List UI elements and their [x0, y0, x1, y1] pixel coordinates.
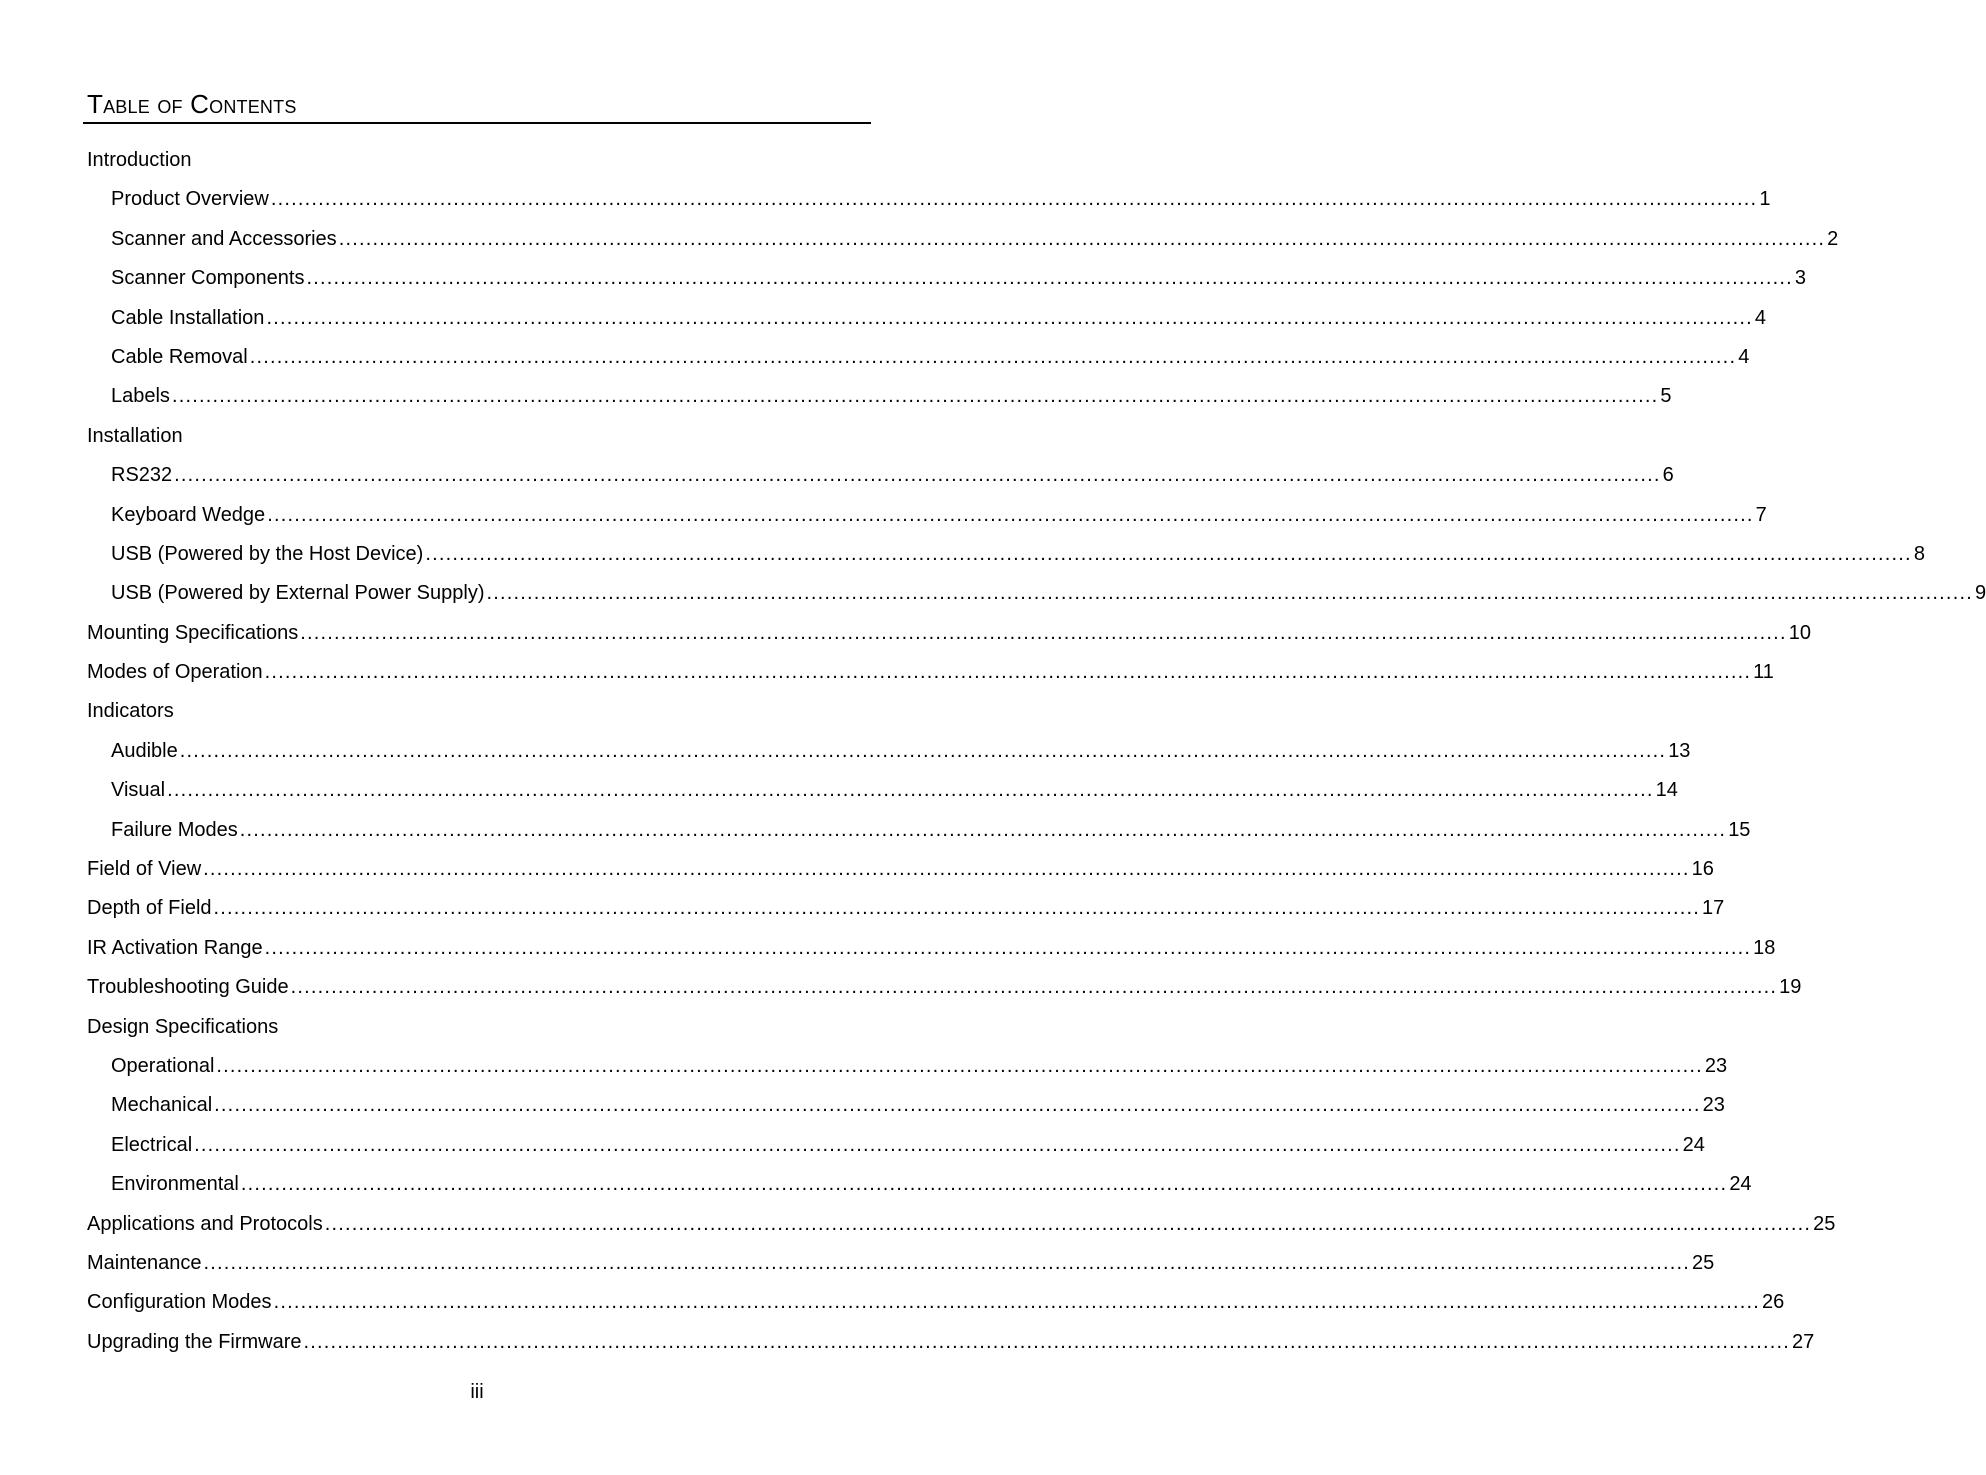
toc-entry-page-number: 13 — [1668, 739, 1691, 762]
toc-entry-title: USB (Powered by the Host Device) — [111, 542, 424, 565]
toc-dot-leader: ............................................................................................................................................................................................................................ — [264, 661, 1752, 684]
toc-entry-title: USB (Powered by External Power Supply) — [111, 582, 485, 605]
toc-section[interactable] — [87, 850, 1714, 889]
toc-entry-title: RS232 — [111, 464, 173, 487]
toc-dot-leader: ............................................................................................................................................................................................................................ — [171, 385, 1659, 408]
toc-entry-page-number: 5 — [1660, 385, 1672, 408]
toc-entry-title: IR Activation Range — [87, 936, 263, 959]
toc-entry-page-number: 2 — [1827, 227, 1839, 250]
toc-subsection[interactable] — [87, 1047, 1728, 1086]
toc-entry-page-number: 25 — [1813, 1212, 1836, 1235]
toc-subsection[interactable] — [87, 1165, 1752, 1204]
toc-entry-page-number: 25 — [1692, 1251, 1715, 1274]
toc-entry-title: Cable Installation — [111, 306, 265, 329]
toc-dot-leader: ............................................................................................................................................................................................................................ — [290, 976, 1778, 999]
toc-subsection[interactable] — [87, 811, 1751, 850]
toc-entry-title: Product Overview — [111, 188, 269, 211]
toc-entry-title: Operational — [111, 1054, 215, 1077]
toc-entry-page-number: 23 — [1702, 1094, 1725, 1117]
toc-dot-leader: ............................................................................................................................................................................................................................ — [249, 345, 1737, 368]
toc-dot-leader: ............................................................................................................................................................................................................................ — [300, 621, 1787, 644]
toc-entry-title: Configuration Modes — [87, 1291, 272, 1314]
toc-entry-title: Indicators — [87, 700, 174, 723]
toc-entry-page-number: 8 — [1913, 542, 1925, 565]
toc-entry-title: Labels — [111, 385, 170, 408]
toc-dot-leader: ............................................................................................................................................................................................................................ — [266, 306, 1753, 329]
toc-entry-page-number: 1 — [1759, 188, 1771, 211]
toc-subsection[interactable] — [87, 338, 1750, 377]
toc-dot-leader: ............................................................................................................................................................................................................................ — [338, 227, 1826, 250]
toc-section[interactable] — [87, 653, 1774, 692]
page-number: iii — [470, 1381, 484, 1403]
toc-section[interactable] — [87, 141, 867, 180]
toc-entry-page-number: 24 — [1729, 1173, 1752, 1196]
toc-section[interactable] — [87, 889, 1725, 928]
toc-subsection[interactable] — [87, 535, 1925, 574]
toc-entry-page-number: 4 — [1738, 345, 1750, 368]
toc-entry-title: Environmental — [111, 1173, 239, 1196]
toc-subsection[interactable] — [87, 299, 1767, 338]
toc-subsection[interactable] — [87, 496, 1767, 535]
toc-section[interactable] — [87, 1244, 1715, 1283]
toc-entry-page-number: 14 — [1655, 779, 1678, 802]
toc-entry-title: Visual — [111, 779, 166, 802]
toc-entry-title: Depth of Field — [87, 897, 212, 920]
toc-entry-page-number: 9 — [1974, 582, 1986, 605]
toc-dot-leader: ............................................................................................................................................................................................................................ — [194, 1133, 1681, 1156]
toc-entry-page-number: 18 — [1753, 936, 1776, 959]
toc-entry-page-number: 10 — [1788, 621, 1811, 644]
toc-subsection[interactable] — [87, 220, 1839, 259]
toc-section[interactable] — [87, 692, 867, 731]
toc-entry-page-number: 6 — [1662, 464, 1674, 487]
toc-dot-leader: ............................................................................................................................................................................................................................ — [174, 464, 1661, 487]
toc-entry-page-number: 27 — [1792, 1330, 1815, 1353]
toc-subsection[interactable] — [87, 771, 1678, 810]
table-of-contents — [87, 141, 1986, 1362]
toc-entry-title: Electrical — [111, 1133, 193, 1156]
toc-dot-leader: ............................................................................................................................................................................................................................ — [167, 779, 1654, 802]
toc-dot-leader: ............................................................................................................................................................................................................................ — [214, 1094, 1701, 1117]
toc-entry-page-number: 26 — [1762, 1291, 1785, 1314]
toc-entry-page-number: 3 — [1794, 267, 1807, 290]
toc-entry-title: Cable Removal — [111, 345, 248, 368]
toc-dot-leader: ............................................................................................................................................................................................................................ — [216, 1054, 1703, 1077]
toc-entry-title: Upgrading the Firmware — [87, 1330, 302, 1353]
toc-entry-title: Installation — [87, 424, 183, 447]
toc-entry-title: Maintenance — [87, 1251, 202, 1274]
toc-entry-page-number: 15 — [1728, 818, 1751, 841]
toc-dot-leader: ............................................................................................................................................................................................................................ — [203, 1251, 1690, 1274]
toc-entry-title: Keyboard Wedge — [111, 503, 266, 526]
toc-dot-leader: ............................................................................................................................................................................................................................ — [240, 1173, 1728, 1196]
toc-entry-title: Mounting Specifications — [87, 621, 299, 644]
toc-subsection[interactable] — [87, 377, 1672, 416]
toc-subsection[interactable] — [87, 456, 1674, 495]
toc-dot-leader: ............................................................................................................................................................................................................................ — [270, 188, 1758, 211]
page-title: Table of Contents — [87, 89, 297, 119]
toc-entry-title: Applications and Protocols — [87, 1212, 323, 1235]
toc-subsection[interactable] — [87, 732, 1691, 771]
toc-entry-title: Introduction — [87, 149, 192, 171]
toc-entry-title: Failure Modes — [111, 818, 238, 841]
toc-section[interactable] — [87, 1283, 1785, 1322]
toc-entry-page-number: 4 — [1754, 306, 1767, 329]
toc-dot-leader: ............................................................................................................................................................................................................................ — [324, 1212, 1812, 1235]
toc-subsection[interactable] — [87, 574, 1986, 613]
toc-section[interactable] — [87, 968, 1802, 1007]
toc-entry-title: Design Specifications — [87, 1015, 279, 1038]
toc-entry-page-number: 17 — [1701, 897, 1725, 920]
toc-entry-title: Field of View — [87, 858, 202, 881]
toc-section[interactable] — [87, 417, 867, 456]
title-rule — [83, 122, 871, 124]
toc-subsection[interactable] — [87, 259, 1807, 298]
toc-section[interactable] — [87, 1323, 1815, 1362]
toc-section[interactable] — [87, 1205, 1836, 1244]
toc-entry-page-number: 11 — [1753, 661, 1774, 684]
toc-section[interactable] — [87, 929, 1776, 968]
toc-subsection[interactable] — [87, 1126, 1705, 1165]
toc-subsection[interactable] — [87, 1086, 1725, 1125]
toc-entry-page-number: 7 — [1755, 503, 1767, 526]
toc-dot-leader: ............................................................................................................................................................................................................................ — [306, 267, 1793, 290]
toc-entry-title: Scanner Components — [111, 267, 305, 290]
toc-entry-title: Audible — [111, 739, 178, 762]
toc-entry-title: Troubleshooting Guide — [87, 976, 289, 999]
toc-entry-page-number: 23 — [1704, 1054, 1728, 1077]
toc-dot-leader: ............................................................................................................................................................................................................................ — [486, 582, 1973, 605]
toc-dot-leader: ............................................................................................................................................................................................................................ — [203, 858, 1690, 881]
toc-section[interactable] — [87, 1008, 867, 1047]
toc-entry-page-number: 24 — [1682, 1133, 1705, 1156]
toc-dot-leader: ............................................................................................................................................................................................................................ — [303, 1330, 1790, 1353]
toc-section[interactable] — [87, 614, 1811, 653]
toc-entry-title: Modes of Operation — [87, 661, 263, 684]
toc-entry-title: Scanner and Accessories — [111, 227, 337, 250]
toc-dot-leader: ............................................................................................................................................................................................................................ — [267, 503, 1754, 526]
toc-dot-leader: ............................................................................................................................................................................................................................ — [179, 739, 1667, 762]
toc-entry-page-number: 19 — [1779, 976, 1802, 999]
toc-dot-leader: ............................................................................................................................................................................................................................ — [425, 542, 1912, 565]
toc-dot-leader: ............................................................................................................................................................................................................................ — [264, 936, 1752, 959]
toc-dot-leader: ............................................................................................................................................................................................................................ — [239, 818, 1727, 841]
toc-subsection[interactable] — [87, 180, 1771, 219]
toc-dot-leader: ............................................................................................................................................................................................................................ — [213, 897, 1700, 920]
toc-entry-page-number: 16 — [1691, 858, 1714, 881]
toc-dot-leader: ............................................................................................................................................................................................................................ — [273, 1291, 1761, 1314]
toc-entry-title: Mechanical — [111, 1094, 213, 1117]
